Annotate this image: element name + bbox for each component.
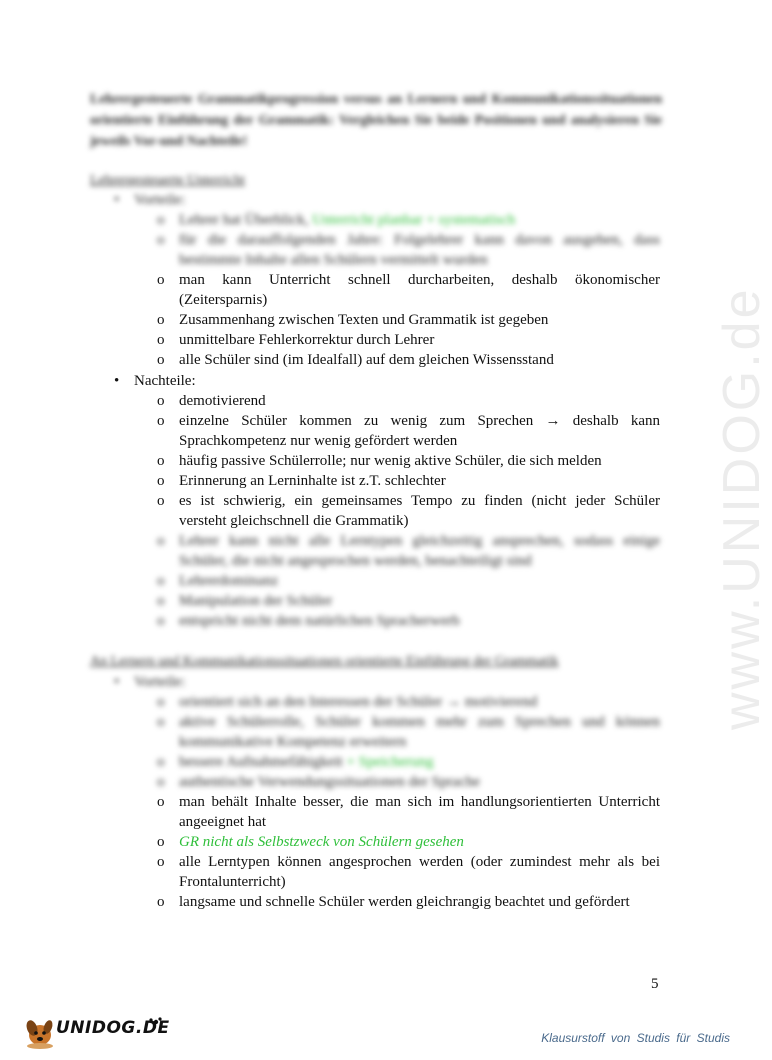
page-number: 5 [651, 976, 659, 992]
footer-slogan: Klausurstoff von Studis für Studis [541, 1031, 730, 1045]
list-item: o alle Schüler sind (im Idealfall) auf dem gleichen Wissensstand [157, 352, 554, 368]
list-item: o demotivierend [157, 393, 266, 409]
list-item: o häufig passive Schülerrolle; nur wenig aktive Schüler, die sich melden [157, 453, 602, 469]
list-item: o man kann Unterricht schnell durcharbeiten, deshalb ökonomischer (Zeitersparnis) [157, 272, 660, 308]
list-item: o Lehrer hat Überblick, Unterricht planbar + systematisch [157, 212, 516, 228]
list-item: o unmittelbare Fehlerkorrektur durch Lehrer [157, 332, 435, 348]
list-item: o bessere Aufnahmefähigkeit + Speicherung [157, 754, 434, 770]
list-item: o langsame und schnelle Schüler werden gleichrangig beachtet und gefördert [157, 894, 630, 910]
list-item: o aktive Schülerrolle, Schüler kommen mehr zum Sprechen und können kommunikative Kompetenz erweitern [157, 714, 660, 750]
list-item: o einzelne Schüler kommen zu wenig zum Sprechen → deshalb kann Sprachkompetenz nur wenig gefördert werden [157, 413, 660, 449]
list-item: o es ist schwierig, ein gemeinsames Tempo zu finden (nicht jeder Schüler versteht gleichschnell die Grammatik) [157, 493, 660, 529]
logo-text: UNIDOG.DE [56, 1018, 170, 1038]
list-item: o Lehrerdominanz [157, 573, 279, 589]
list-item: o entspricht nicht dem natürlichen Spracherwerb [157, 613, 460, 629]
list-item: o Manipulation der Schüler [157, 593, 333, 609]
list-item: o authentische Verwendungssituationen der Sprache [157, 774, 480, 790]
document-page: Lehrergesteuerte Grammatikprogression versus an Lernern und Kommunikationssituationen orientierte Einführung der Grammatik: Vergleichen Sie beide Positionen und analysieren Sie jeweils Vor-und Nachteile! Lehrergesteuerte Unterricht • Vorteile: o Lehrer hat Überblick, Unterricht planbar + systematisch o für die darauffolgenden Jahre: Folgelehrer kann davon ausgehen, dass bestimmte Inhalte allen Schülern vermittelt wurden o man kann Unterricht schnell durcharbeiten, deshalb ökonomischer (Zeitersparnis) o Zusammenhang zwischen Texten und Grammatik ist gegeben o unmittelbare Fehlerkorrektur durch Lehrer o alle Schüler sind (im Idealfall) auf dem gleichen Wissensstand • Nachteile: o demotivierend o einzelne Schüler kommen zu wenig zum Sprechen → deshalb kann Sprachkompetenz nur wenig gefördert werden o häufig passive Schülerrolle; nur wenig aktive Schüler, die sich melden o Erinnerung an Lerninhalte ist z.T. schlechter o es ist schwierig, ein gemeinsames Tempo zu finden (nicht jeder Schüler versteht gleichschnell die Grammatik) o Lehrer kann nicht alle Lerntypen gleichzeitig ansprechen, sodass einige Schüler, die nicht angesprochen werden, benachteiligt sind o Lehrerdominanz o Manipulation der Schüler o entspricht nicht dem natürlichen Spracherwerb An Lernern und Kommunikationssituationen orientierte Einführung der Grammatik • Vorteile: o orientiert sich an den Interessen der Schüler → motivierend o aktive Schülerrolle, Schüler kommen mehr zum Sprechen und können kommunikative Kompetenz erweitern o bessere Aufnahmefähigkeit + Speicherung o authentische Verwendungssituationen der Sprache o man behält Inhalte besser, die man sich im handlungsorientierten Unterricht angeeignet hat o GR nicht als Selbstzweck von Schülern gesehen o alle Lerntypen können angesprochen werden (oder zumindest mehr als bei Frontalunterricht) o langsame und schnelle Schüler werden gleichrangig beachtet und gefördert 5 www.UNIDOG.de UNIDOG.DE Klausurstoff von Studis für Studis [0, 0, 750, 1060]
list-item: o man behält Inhalte besser, die man sich im handlungsorientierten Unterricht angeeignet hat [157, 794, 660, 830]
list-item: o alle Lerntypen können angesprochen werden (oder zumindest mehr als bei Frontalunterricht) [157, 854, 660, 890]
assignment-title: Lehrergesteuerte Grammatikprogression versus an Lernern und Kommunikationssituationen orientierte Einführung der Grammatik: Vergleichen Sie beide Positionen und analysieren Sie jeweils Vor-und Nachteile! [90, 92, 662, 149]
list-item: o Lehrer kann nicht alle Lerntypen gleichzeitig ansprechen, sodass einige Schüler, die nicht angesprochen werden, benachteiligt sind [157, 533, 660, 569]
list-item: o Zusammenhang zwischen Texten und Grammatik ist gegeben [157, 312, 549, 328]
section-heading-lernerorientiert: An Lernern und Kommunikationssituationen orientierte Einführung der Grammatik [90, 654, 559, 669]
list-item: o für die darauffolgenden Jahre: Folgelehrer kann davon ausgehen, dass bestimmte Inhalte allen Schülern vermittelt wurden [157, 232, 660, 268]
list-item: o orientiert sich an den Interessen der Schüler → motivierend [157, 694, 538, 710]
site-watermark: www.UNIDOG.de [713, 286, 771, 730]
list-item: o Erinnerung an Lerninhalte ist z.T. schlechter [157, 473, 446, 489]
section-heading-lehrergesteuert: Lehrergesteuerte Unterricht [90, 173, 245, 188]
list-item: o GR nicht als Selbstzweck von Schülern gesehen [157, 834, 464, 850]
